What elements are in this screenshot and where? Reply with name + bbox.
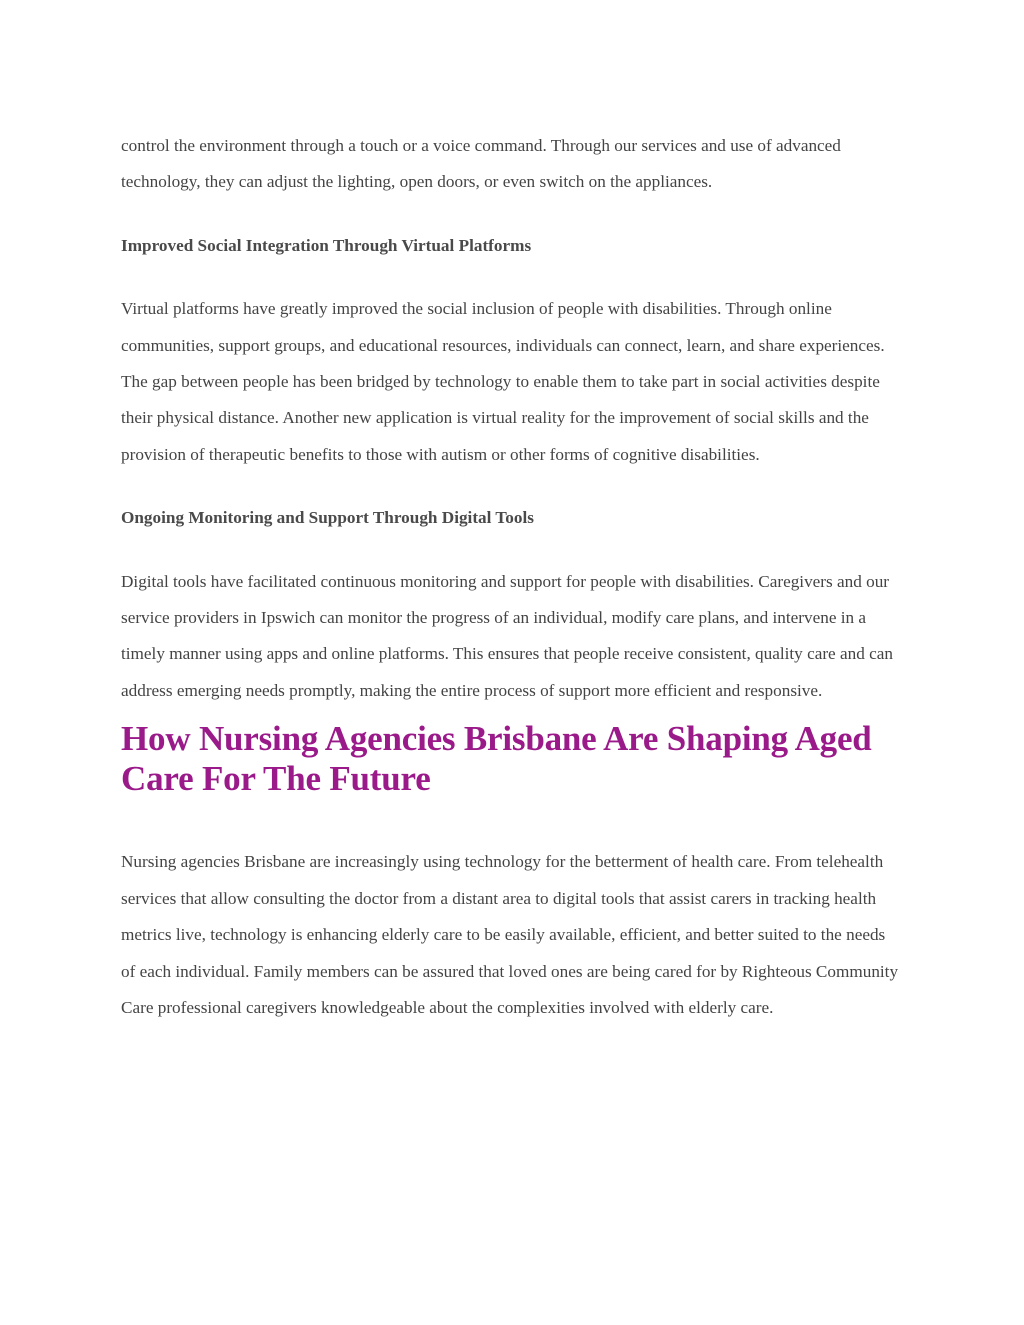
spacer (121, 473, 901, 500)
spacer (121, 201, 901, 228)
document-body (121, 128, 901, 1026)
nursing-agencies-paragraph: Nursing agencies Brisbane are increasingly using technology for the betterment of health care. From telehealth services that allow consulting the doctor from a distant area to digital tools that assist carers in tracking health metrics live, technology is enhancing elderly care to be easily available, efficient, and better suited to the needs of each individual. Family members can be assured that loved ones are being cared for by Righteous Community Care professional caregivers knowledgeable about the complexities involved with elderly care. (121, 852, 899, 1017)
spacer (121, 264, 901, 291)
subheading-ongoing-monitoring: Ongoing Monitoring and Support Through Digital Tools (121, 508, 534, 528)
social-integration-paragraph: Virtual platforms have greatly improved the social inclusion of people with disabilities. Through online communities, support groups, and educational resources, individuals can connect, learn, and share experiences. The gap between people has been bridged by technology to enable them to take part in social activities despite their physical distance. Another new application is virtual reality for the improvement of social skills and the provision of therapeutic benefits to those with autism or other forms of cognitive disabilities. (121, 299, 885, 464)
intro-paragraph: control the environment through a touch or a voice command. Through our services and use of advanced technology, they can adjust the lighting, open doors, or even switch on the appliances. (121, 136, 841, 192)
spacer (121, 537, 901, 564)
spacer (121, 709, 901, 719)
section-heading: How Nursing Agencies Brisbane Are Shaping Aged Care For The Future (121, 719, 872, 799)
spacer (121, 799, 901, 844)
subheading-social-integration: Improved Social Integration Through Virtual Platforms (121, 235, 532, 255)
monitoring-paragraph: Digital tools have facilitated continuous monitoring and support for people with disabilities. Caregivers and our service providers in Ipswich can monitor the progress of an individual, modify care plans, and intervene in a timely manner using apps and online platforms. This ensures that people receive consistent, quality care and can address emerging needs promptly, making the entire process of support more efficient and responsive. (121, 571, 893, 700)
